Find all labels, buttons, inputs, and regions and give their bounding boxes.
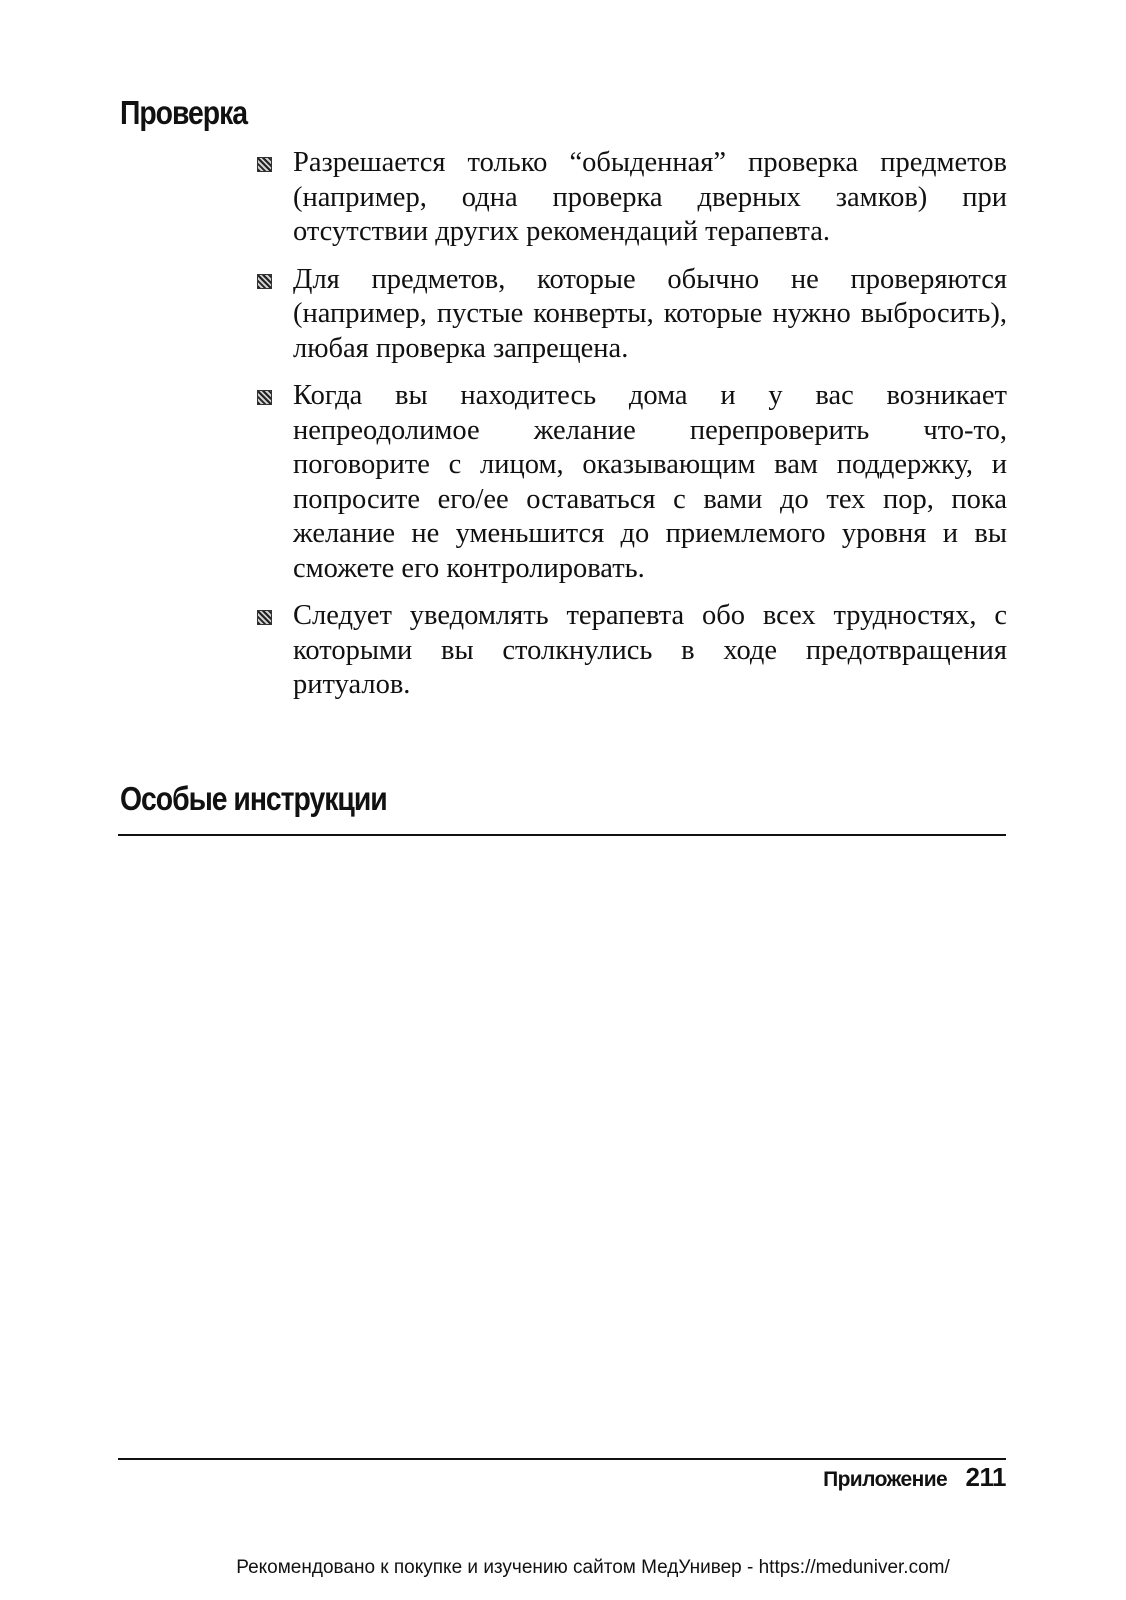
heading-divider [118, 834, 1006, 836]
square-bullet-icon [257, 610, 272, 625]
watermark-text: Рекомендовано к покупке и изучению сайтом МедУнивер - https://meduniver.com/ [236, 1557, 950, 1578]
bullet-text: Когда вы находитесь дома и у вас возникает непреодолимое желание перепроверить что-то, поговорите с лицом, оказывающим вам поддержку, и попросите его/ее оставаться с вами до тех пор, пока желание не уменьшится до приемлемого уровня и вы сможете его контролировать. [293, 380, 1007, 584]
list-item [257, 146, 1007, 250]
bullet-text: Для предметов, которые обычно не проверяются (например, пустые конверты, которые нужно выбросить), любая проверка запрещена. [293, 263, 1007, 364]
square-bullet-icon [257, 274, 272, 289]
section-heading-special-instructions: Особые инструкции [120, 780, 387, 817]
page-footer [823, 1462, 1006, 1493]
list-item [257, 263, 1007, 367]
section-heading-check: Проверка [120, 94, 247, 131]
footer-divider [118, 1458, 1006, 1460]
footer-section-label: Приложение [823, 1468, 948, 1491]
bullet-text: Разрешается только “обыденная” проверка предметов (например, одна проверка дверных замков) при отсутствии других рекомендаций терапевта. [293, 147, 1007, 247]
check-bullet-list [257, 146, 1007, 716]
list-item [257, 599, 1007, 703]
square-bullet-icon [257, 390, 272, 405]
bullet-text: Следует уведомлять терапевта обо всех трудностях, с которыми вы столкнулись в ходе предотвращения ритуалов. [293, 600, 1007, 700]
page-number: 211 [965, 1462, 1006, 1492]
square-bullet-icon [257, 157, 272, 172]
list-item [257, 379, 1007, 586]
